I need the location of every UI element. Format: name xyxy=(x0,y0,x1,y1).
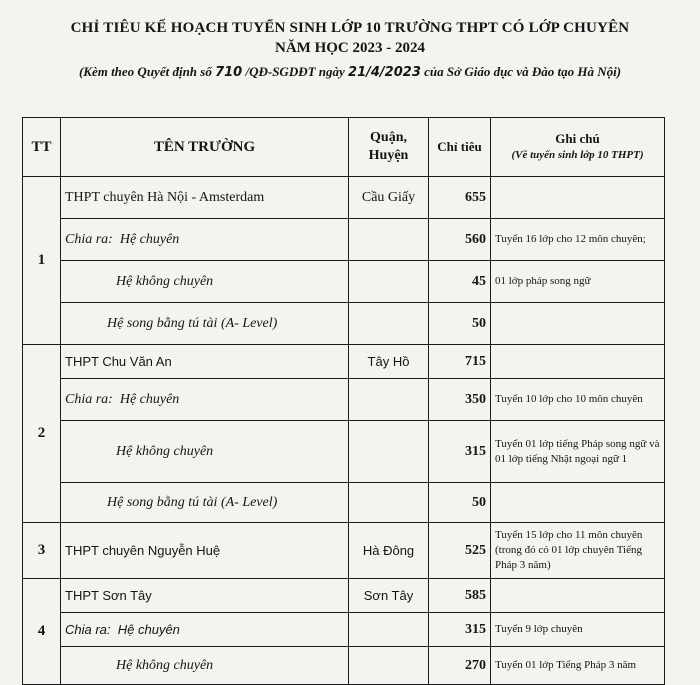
district-cell: Hà Đông xyxy=(349,523,429,579)
table-row xyxy=(23,579,665,613)
table-row xyxy=(23,379,665,421)
note-cell: Tuyển 15 lớp cho 11 môn chuyên (trong đó có 01 lớp chuyên Tiếng Pháp 3 năm) xyxy=(491,523,665,579)
note-cell: Tuyển 01 lớp tiếng Pháp song ngữ và 01 lớp tiếng Nhật ngoại ngữ 1 xyxy=(491,421,665,483)
split-label: Chia ra: xyxy=(65,622,111,637)
program-label: Hệ chuyên xyxy=(117,622,180,637)
district-cell xyxy=(349,647,429,685)
target-cell: 50 xyxy=(429,303,491,345)
row-number: 1 xyxy=(23,177,61,345)
school-name: THPT Sơn Tây xyxy=(61,579,349,613)
header-note-sub: (Về tuyển sinh lớp 10 THPT) xyxy=(511,149,644,161)
table-row xyxy=(23,647,665,685)
program-name: Hệ không chuyên xyxy=(61,261,349,303)
split-label: Chia ra: xyxy=(65,231,113,247)
target-cell: 655 xyxy=(429,177,491,219)
table-row xyxy=(23,261,665,303)
district-cell xyxy=(349,483,429,523)
school-name: THPT chuyên Hà Nội - Amsterdam xyxy=(61,177,349,219)
header-note-label: Ghi chú xyxy=(555,131,600,146)
decision-reference xyxy=(0,64,700,80)
target-cell: 715 xyxy=(429,345,491,379)
table-row xyxy=(23,483,665,523)
district-cell xyxy=(349,613,429,647)
target-cell: 315 xyxy=(429,421,491,483)
district-cell xyxy=(349,379,429,421)
district-cell xyxy=(349,261,429,303)
note-cell xyxy=(491,303,665,345)
target-cell: 525 xyxy=(429,523,491,579)
note-cell xyxy=(491,579,665,613)
district-cell xyxy=(349,421,429,483)
subtitle-prefix: (Kèm theo Quyết định số xyxy=(78,64,216,79)
program-name xyxy=(61,613,349,647)
target-cell: 585 xyxy=(429,579,491,613)
table-row xyxy=(23,613,665,647)
target-cell: 45 xyxy=(429,261,491,303)
subtitle-suffix: của Sở Giáo dục và Đào tạo Hà Nội) xyxy=(420,64,622,79)
program-name: Hệ không chuyên xyxy=(61,647,349,685)
note-cell: Tuyển 16 lớp cho 12 môn chuyên; xyxy=(491,219,665,261)
admission-targets-table xyxy=(22,117,665,685)
document-header xyxy=(0,20,700,80)
header-tt: TT xyxy=(23,118,61,177)
decision-date: 21/4/2023 xyxy=(348,65,421,80)
program-name: Hệ song bằng tú tài (A- Level) xyxy=(61,303,349,345)
header-target: Chỉ tiêu xyxy=(429,118,491,177)
note-cell xyxy=(491,345,665,379)
school-name: THPT Chu Văn An xyxy=(61,345,349,379)
split-label: Chia ra: xyxy=(65,391,113,407)
note-cell xyxy=(491,177,665,219)
table-row xyxy=(23,523,665,579)
document-title: CHỈ TIÊU KẾ HOẠCH TUYỂN SINH LỚP 10 TRƯỜNG THPT CÓ LỚP CHUYÊN xyxy=(70,20,630,36)
district-cell xyxy=(349,303,429,345)
note-cell: 01 lớp pháp song ngữ xyxy=(491,261,665,303)
header-district xyxy=(349,118,429,177)
program-name: Hệ song bằng tú tài (A- Level) xyxy=(61,483,349,523)
program-label: Hệ chuyên xyxy=(119,391,180,407)
school-name: THPT chuyên Nguyễn Huệ xyxy=(61,523,349,579)
table-row xyxy=(23,219,665,261)
row-number: 3 xyxy=(23,523,61,579)
school-year: NĂM HỌC 2023 - 2024 xyxy=(275,40,425,56)
target-cell: 315 xyxy=(429,613,491,647)
note-cell: Tuyển 10 lớp cho 10 môn chuyên xyxy=(491,379,665,421)
table-row xyxy=(23,421,665,483)
target-cell: 350 xyxy=(429,379,491,421)
program-name: Hệ không chuyên xyxy=(61,421,349,483)
district-cell xyxy=(349,219,429,261)
district-cell: Tây Hồ xyxy=(349,345,429,379)
note-cell xyxy=(491,483,665,523)
district-cell: Sơn Tây xyxy=(349,579,429,613)
district-cell: Cầu Giấy xyxy=(349,177,429,219)
header-district-line2: Huyện xyxy=(368,148,409,163)
row-number: 2 xyxy=(23,345,61,523)
target-cell: 560 xyxy=(429,219,491,261)
target-cell: 270 xyxy=(429,647,491,685)
program-label: Hệ chuyên xyxy=(119,231,180,247)
subtitle-mid: /QĐ-SGDĐT ngày xyxy=(242,64,349,79)
program-name xyxy=(61,379,349,421)
table-row xyxy=(23,177,665,219)
header-district-line1: Quận, xyxy=(370,130,407,145)
note-cell: Tuyển 01 lớp Tiếng Pháp 3 năm xyxy=(491,647,665,685)
row-number: 4 xyxy=(23,579,61,685)
table-row xyxy=(23,303,665,345)
program-name xyxy=(61,219,349,261)
table-row xyxy=(23,345,665,379)
decision-number: 710 xyxy=(215,65,243,80)
header-school-name: TÊN TRƯỜNG xyxy=(61,118,349,177)
note-cell: Tuyển 9 lớp chuyên xyxy=(491,613,665,647)
header-note xyxy=(491,118,665,177)
table-header-row xyxy=(23,118,665,177)
target-cell: 50 xyxy=(429,483,491,523)
